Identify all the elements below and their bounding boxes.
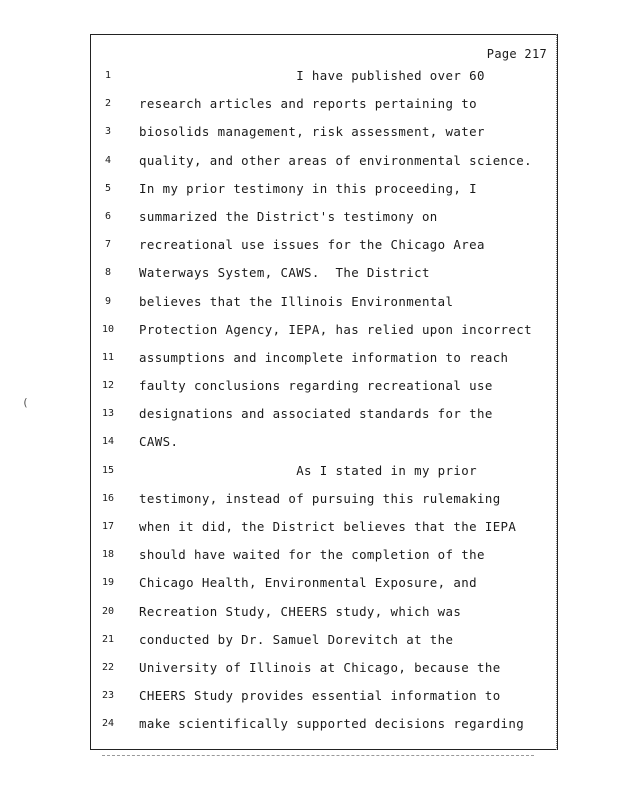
transcript-line (91, 544, 557, 572)
line-number: 6 (104, 210, 112, 222)
line-number: 19 (101, 577, 115, 589)
transcript-line (91, 375, 557, 403)
line-text: research articles and reports pertaining to (139, 96, 477, 112)
transcript-line (91, 65, 557, 93)
page-number: Page 217 (486, 47, 547, 61)
line-number: 13 (101, 408, 115, 420)
transcript-line (91, 319, 557, 347)
transcript-line (91, 291, 557, 319)
line-number: 5 (104, 182, 112, 194)
line-number: 24 (101, 718, 115, 730)
line-text: faulty conclusions regarding recreational use (139, 378, 493, 394)
line-text: make scientifically supported decisions regarding (139, 716, 525, 732)
line-text: quality, and other areas of environmental science. (139, 152, 532, 168)
line-number: 3 (104, 126, 112, 138)
line-text: University of Illinois at Chicago, because the (139, 659, 501, 675)
line-number: 9 (104, 295, 112, 307)
transcript-line (91, 403, 557, 431)
transcript-line (91, 431, 557, 459)
line-text: As I stated in my prior (139, 462, 477, 478)
line-number: 23 (101, 690, 115, 702)
line-number: 14 (101, 436, 115, 448)
line-text: when it did, the District believes that the IEPA (139, 519, 517, 534)
transcript-line (91, 685, 557, 713)
transcript-line (91, 601, 557, 629)
line-text: Waterways System, CAWS. The District (139, 265, 430, 281)
line-text: recreational use issues for the Chicago Area (139, 237, 485, 253)
line-text: should have waited for the completion of the (139, 547, 485, 563)
line-number: 10 (101, 323, 115, 335)
line-number: 1 (104, 70, 112, 81)
line-text: Protection Agency, IEPA, has relied upon incorrect (139, 321, 532, 337)
transcript-page (90, 34, 558, 750)
line-text: I have published over 60 (139, 68, 485, 83)
bottom-rule (102, 755, 534, 756)
line-number: 16 (101, 492, 115, 504)
line-text: Recreation Study, CHEERS study, which was (139, 603, 462, 619)
transcript-line (91, 657, 557, 685)
transcript-line (91, 93, 557, 121)
line-number: 22 (101, 661, 115, 673)
line-text: conducted by Dr. Samuel Dorevitch at the (139, 631, 454, 647)
transcript-line (91, 460, 557, 488)
right-margin-rule (556, 34, 557, 750)
line-number: 8 (104, 267, 112, 279)
margin-mark: ( (22, 396, 29, 409)
line-text: testimony, instead of pursuing this rulemaking (139, 490, 501, 506)
transcript-line (91, 234, 557, 262)
line-text: CHEERS Study provides essential information to (139, 688, 501, 704)
transcript-line (91, 262, 557, 290)
transcript-line (91, 572, 557, 600)
line-number: 11 (101, 351, 115, 363)
transcript-line (91, 150, 557, 178)
line-text: In my prior testimony in this proceeding, I (139, 180, 477, 196)
line-number: 7 (104, 239, 112, 251)
line-text: Chicago Health, Environmental Exposure, and (139, 575, 477, 591)
transcript-line (91, 713, 557, 741)
transcript-line (91, 121, 557, 149)
transcript-line (91, 488, 557, 516)
line-number: 12 (101, 380, 115, 392)
line-text: CAWS. (139, 434, 179, 450)
transcript-line (91, 178, 557, 206)
line-number: 20 (101, 605, 115, 617)
line-text: summarized the District's testimony on (139, 208, 438, 224)
line-text: designations and associated standards for the (139, 406, 493, 422)
line-text: assumptions and incomplete information to reach (139, 349, 509, 365)
transcript-lines (91, 65, 557, 742)
line-number: 21 (101, 633, 115, 645)
line-text: believes that the Illinois Environmental (139, 293, 454, 309)
line-number: 15 (101, 464, 115, 476)
line-number: 4 (104, 154, 112, 166)
transcript-line (91, 516, 557, 544)
transcript-line (91, 629, 557, 657)
line-number: 17 (101, 521, 115, 532)
line-number: 18 (101, 549, 115, 561)
line-number: 2 (104, 98, 112, 110)
transcript-line (91, 347, 557, 375)
transcript-line (91, 206, 557, 234)
line-text: biosolids management, risk assessment, water (139, 124, 485, 140)
